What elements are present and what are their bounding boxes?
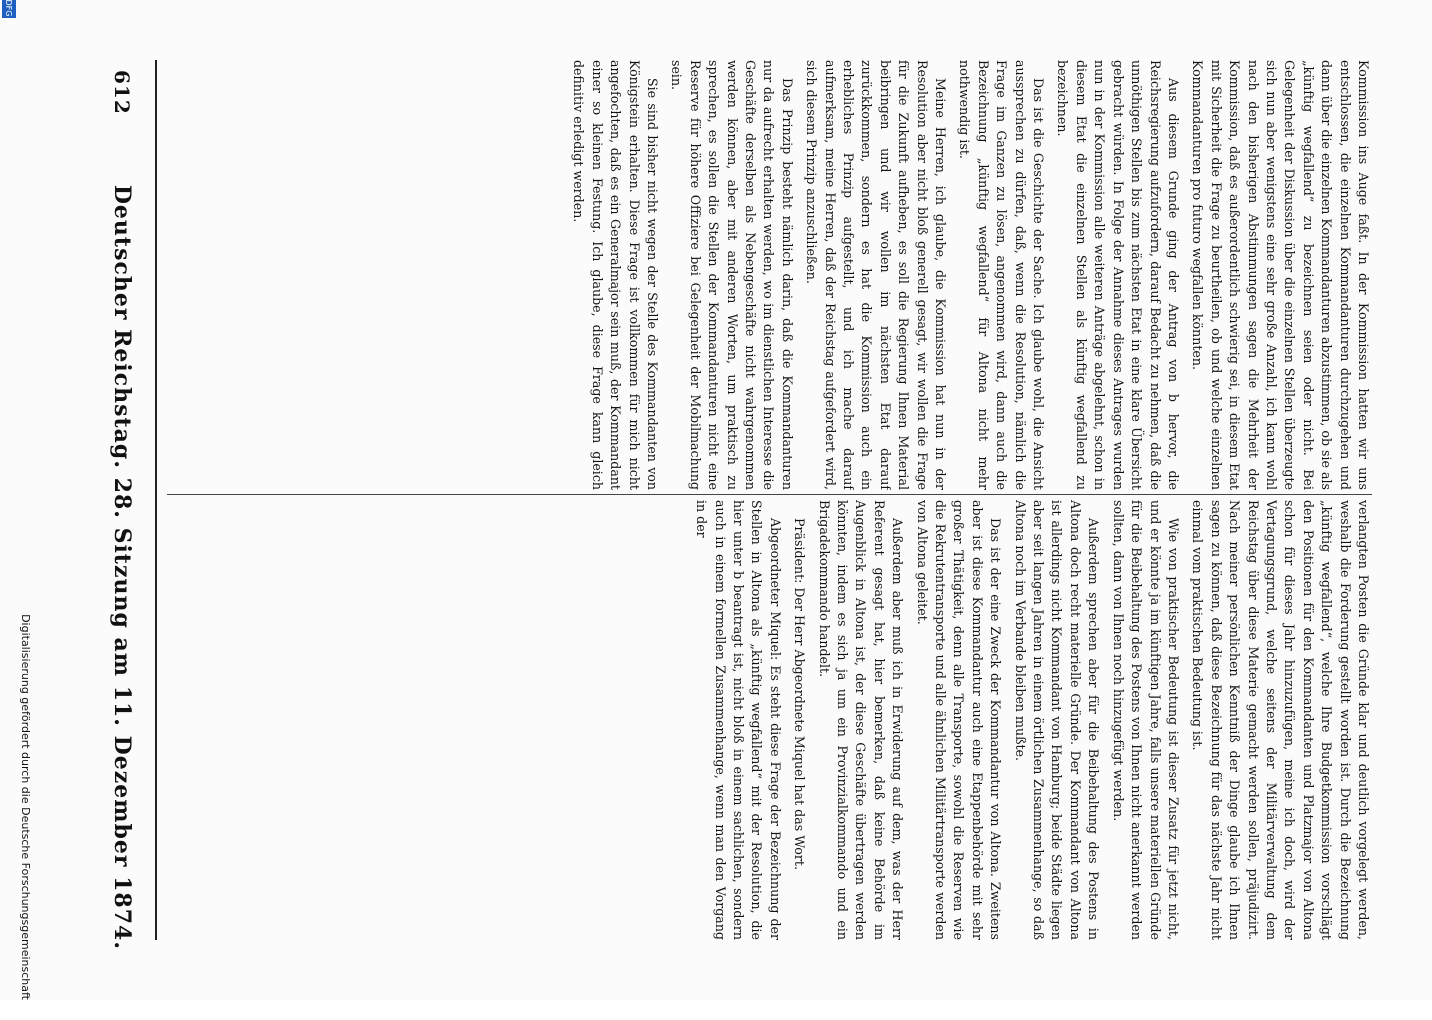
paragraph: Sie sind bisher nicht wegen der Stelle des Kommandanten von Königstein erhalten. Diese Frage ist vollkommen für mich nicht angefochten, daß es ein Generalmajor sein muß, der Kommandant einer so kleinen Festung. Ich glaube, diese Frage kann gleich definitiv erledigt werden. (571, 60, 660, 490)
page-number: 612 (110, 70, 134, 115)
page-header (102, 70, 142, 950)
paragraph: Meine Herren, ich glaube, die Kommission hat nun in der Resolution aber nicht bloß generell gesagt, wir wollen die Frage für die Zukunft aufheben, es soll die Regierung Ihnen Material beibringen und wir wollen im nächsten Etat darauf zurückkommen, sondern es hat die Kommission auch ein erhebliches Prinzip aufgestellt, und ich mache darauf aufmerksam, meine Herren, daß der Reichstag aufgefordert wird, sich diesem Prinzip anzuschließen. (804, 60, 949, 490)
paragraph: Wie von praktischer Bedeutung ist dieser Zusatz für jetzt nicht, und er könnte ja im künftigen Jahre, falls unsere materiellen Gründe für die Beibehaltung des Postens von Ihnen nicht anerkannt werden sollten, dann von Ihnen noch hinzugefügt werden. (1110, 500, 1181, 940)
president-statement: Präsident: Der Herr Abgeordnete Miquel hat das Wort. (792, 518, 808, 870)
speaker-statement: Abgeordneter Miquel: Es steht diese Frage der Bezeichnung der Stellen in Altona als „künftig wegfallend“ mit der Resolution, die hier unter b beantragt ist, nicht bloß in einem sachlichen, sondern auch in einem formellen Zusammenhange, wenn man den Vorgang in der (694, 500, 783, 940)
left-column (167, 500, 1372, 940)
right-column (167, 60, 1372, 490)
paragraph: Das ist die Geschichte der Sache. Ich glaube wohl, die Ansicht aussprechen zu dürfen, daß, wenn die Resolution, nämlich die Frage im Ganzen zu lösen, angenommen wird, dann auch die Bezeichnung „künftig wegfallend“ für Altona nicht mehr nothwendig ist. (957, 60, 1047, 490)
dfg-logo: DFG (2, 0, 16, 18)
paragraph: Das ist der eine Zweck der Kommandantur von Altona. Zweitens aber ist diese Kommandantur auch eine Etappenbehörde mit sehr großer Thätigkeit, denn alle Transporte, sowohl die Reserven wie die Rekrutentransporte und alle ähnlichen Militärtransporte werden von Altona geleitet. (914, 500, 1004, 940)
page-title: Deutscher Reichstag. 28. Sitzung am 11. Dezember 1874. (109, 184, 135, 950)
paragraph: Aus diesem Grunde ging der Antrag von b hervor, die Reichsregierung aufzufordern, darauf Bedacht zu nehmen, daß die unnöthigen Stellen bis zum nächsten Etat in eine klare Übersicht gebracht würden. In Folge der Annahme dieses Antrages wurden nun in der Kommission alle weiteren Anträge abgelehnt, schon in diesem Etat die einzelnen Stellen als künftig wegfallend zu bezeichnen. (1055, 60, 1181, 490)
paragraph: verlangten Posten die Gründe klar und deutlich vorgelegt werden, weshalb die Forderung gestellt worden ist. Durch die Bezeichnung „künftig wegfallend“, welche Ihre Budgetkommission vorschlägt den Positionen für den Kommandanten und Platzmajor von Altona schon für dieses Jahr hinzuzufügen, meine ich doch, wird der Vertagungsgrund, welche seitens der Militärverwaltung dem Reichstag über diese Materie gemacht werden sollen, präjudizirt. Nach meiner persönlichen Kenntniß der Dinge glaube ich Ihnen sagen zu können, daß diese Bezeichnung für das nächste Jahr nicht einmal vom praktischen Bedeutung ist. (1190, 500, 1371, 940)
paragraph: Das Prinzip besteht nämlich darin, daß die Kommandanturen nur da aufrecht erhalten werden, wo im dienstlichen Interesse die Geschäfte derselben als Nebengeschäfte nicht wahrgenommen werden können, aber mit anderen Worten, um praktisch zu sprechen, es sollen die Stellen der Kommandanturen nicht eine Reserve für höhere Offiziere bei Gelegenheit der Mobilmachung sein. (669, 60, 795, 490)
header-rule (155, 60, 157, 940)
footer-credit: Digitalisierung gefördert durch die Deutsche Forschungsgemeinschaft (19, 614, 32, 1000)
paragraph: Außerdem aber muß ich in Erwiderung auf dem, was der Herr Referent gesagt hat, hier bemerken, daß keine Behörde im Augenblick in Altona ist, der diese Geschäfte übertragen werden könnten, indem es sich ja um ein Provinzialkommando und ein Brigadekommando handelt. (816, 500, 906, 940)
paragraph: Kommission ins Auge faßt. In der Kommission hatten wir uns entschlossen, die einzelnen Kommandanturen durchzugehen und dann über die einzelnen Kommandanturen abzustimmen, ob sie als „künftig wegfallend“ zu bezeichnen seien oder nicht. Bei Gelegenheit der Diskussion über die einzelnen Stellen überzeugte sich nun aber wenigstens eine sehr große Anzahl, ich kann wohl nach den bisherigen Abstimmungen sagen die Mehrheit der Kommission, daß es außerordentlich schwierig sei, in diesem Etat mit Sicherheit die Frage zu beurtheilen, ob und welche einzelnen Kommandanturen pro futuro wegfallen könnten. (1190, 60, 1371, 490)
column-divider (167, 494, 1372, 495)
paragraph: Außerdem sprechen aber für die Beibehaltung des Postens in Altona doch recht materielle Gründe. Der Kommandant von Altona ist allerdings nicht Kommandant von Hamburg; beide Städte liegen aber seit langen Jahren in einem örtlichen Zusammenhange, so daß Altona noch im Verbande bleiben mußte. (1012, 500, 1102, 940)
